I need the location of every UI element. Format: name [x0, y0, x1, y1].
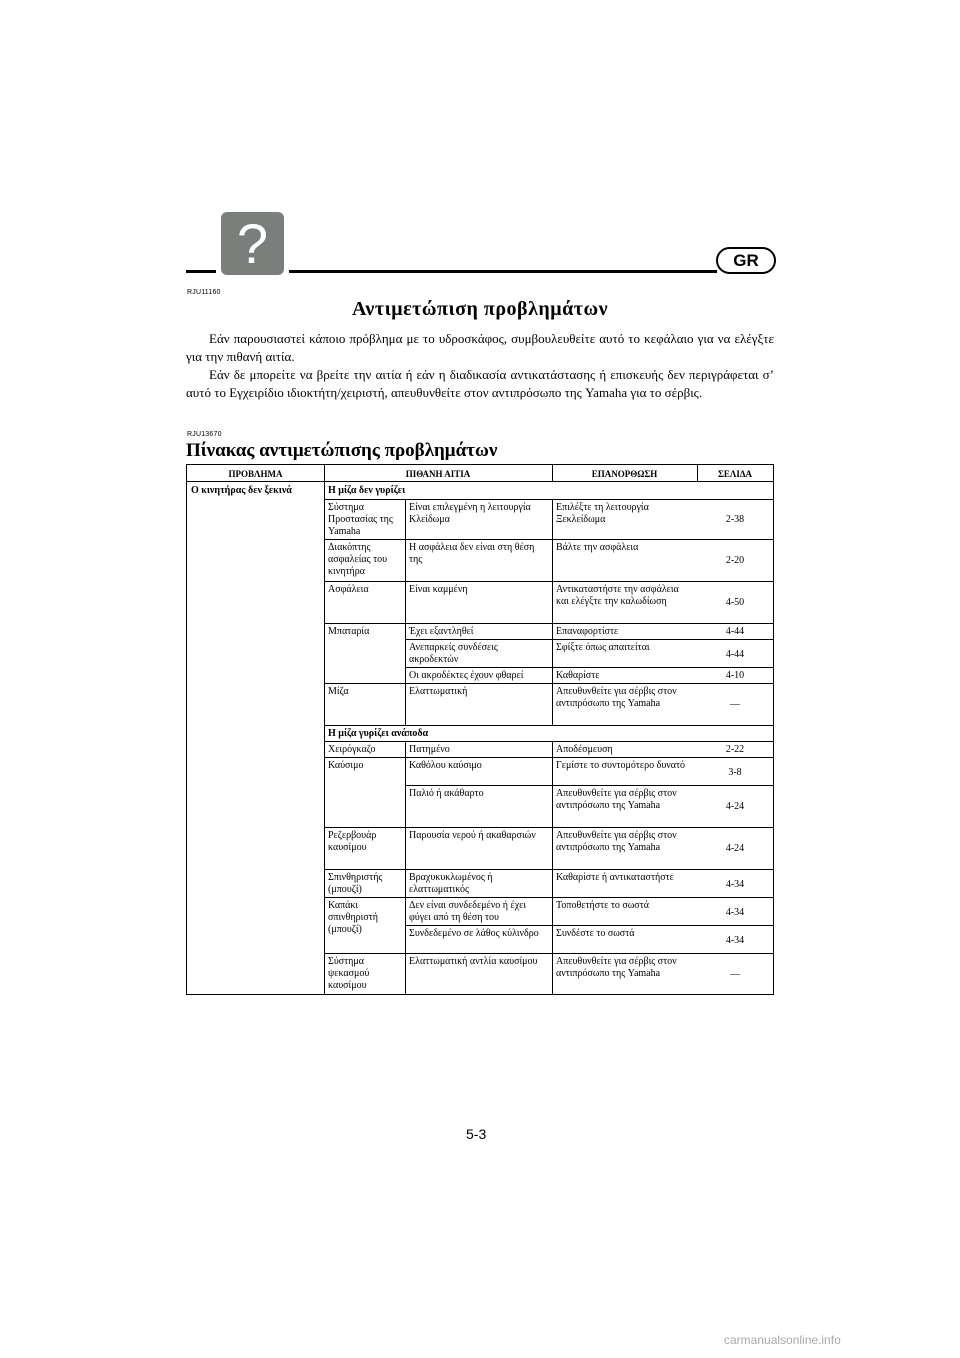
cause: Ελαττωματική αντλία καυσίμου — [409, 956, 538, 967]
component: Ασφάλεια — [328, 584, 369, 595]
remedy: Απευθυνθείτε για σέρβις στον αντιπρόσωπο της Yamaha — [556, 686, 677, 709]
page-ref: — — [730, 969, 740, 980]
language-badge: GR — [716, 247, 776, 274]
cause: Καθόλου καύσιμο — [409, 760, 482, 771]
page-ref: 4-34 — [725, 907, 745, 918]
group-starter-reverse: Η μίζα γυρίζει ανάποδα — [328, 728, 429, 739]
component: Σπινθηριστής (μπουζί) — [328, 872, 383, 895]
component: Χειρόγκαζο — [328, 744, 376, 755]
page-ref: 4-44 — [725, 649, 745, 660]
page-ref: 4-10 — [725, 670, 745, 681]
table-title: Πίνακας αντιμετώπισης προβλημάτων — [186, 440, 498, 461]
question-mark-icon — [221, 212, 284, 275]
section-code: RJU11160 — [187, 289, 221, 296]
component: Μίζα — [328, 686, 349, 697]
watermark: carmanualsonline.info — [724, 1333, 841, 1347]
remedy: Καθαρίστε ή αντικαταστήστε — [556, 872, 674, 883]
remedy: Αποδέσμευση — [556, 744, 613, 755]
cause: Είναι καμμένη — [409, 584, 468, 595]
remedy: Γεμίστε το συντομότερο δυνατό — [556, 760, 686, 771]
header-page: ΣΕΛΙΔΑ — [718, 469, 752, 479]
page-ref: 4-44 — [725, 626, 745, 637]
cause: Βραχυκυκλωμένος ή ελαττωματικός — [409, 872, 493, 895]
question-mark-glyph: ? — [236, 211, 269, 275]
remedy: Βάλτε την ασφάλεια — [556, 542, 639, 553]
component: Διακόπτης ασφαλείας του κινητήρα — [328, 542, 388, 577]
remedy: Σφίξτε όπως απαιτείται — [556, 642, 650, 653]
page-ref: 4-24 — [725, 843, 745, 854]
component: Μπαταρία — [328, 626, 370, 637]
page-ref: 4-50 — [725, 597, 745, 608]
header-cause: ΠΙΘΑΝΗ ΑΙΤΙΑ — [405, 469, 471, 479]
remedy: Αντικαταστήστε την ασφάλεια και ελέγξτε την καλωδίωση — [556, 584, 679, 607]
group-starter-not-turning: Η μίζα δεν γυρίζει — [328, 485, 406, 496]
chapter-title: Αντιμετώπιση προβλημάτων — [351, 298, 609, 320]
page-ref: 2-20 — [725, 555, 745, 566]
cause: Ελαττωματική — [409, 686, 468, 697]
cause: Συνδεδεμένο σε λάθος κύλινδρο — [409, 928, 539, 939]
page-ref: 3-8 — [728, 767, 742, 778]
page-ref: — — [730, 699, 740, 710]
remedy: Επαναφορτίστε — [556, 626, 619, 637]
intro-paragraph-2: Εάν δε μπορείτε να βρείτε την αιτία ή εάν η διαδικασία αντικατάστασης ή επισκευής δεν περιγράφεται σ’ αυτό το Εγχειρίδιο ιδιοκτήτη/χειριστή, απευθυνθείτε στον αντιπρόσωπο της Yamaha για το σέρβις. — [186, 367, 774, 400]
remedy: Συνδέστε το σωστά — [556, 928, 635, 939]
remedy: Απευθυνθείτε για σέρβις στον αντιπρόσωπο της Yamaha — [556, 830, 677, 853]
table-section-code: RJU13670 — [187, 431, 222, 438]
component: Καπάκι σπινθηριστή (μπουζί) — [328, 900, 378, 935]
page-number: 5-3 — [466, 1126, 487, 1142]
component: Σύστημα ψεκασμού καυσίμου — [328, 956, 370, 991]
remedy: Απευθυνθείτε για σέρβις στον αντιπρόσωπο της Yamaha — [556, 788, 677, 811]
header-rule-right — [289, 270, 717, 273]
cause: Έχει εξαντληθεί — [409, 626, 474, 637]
header-remedy: ΕΠΑΝΟΡΘΩΣΗ — [591, 469, 658, 479]
remedy: Απευθυνθείτε για σέρβις στον αντιπρόσωπο της Yamaha — [556, 956, 677, 979]
header-problem: ΠΡΟΒΛΗΜΑ — [228, 469, 283, 479]
cause: Οι ακροδέκτες έχουν φθαρεί — [409, 670, 524, 681]
remedy: Επιλέξτε τη λειτουργία Ξεκλείδωμα — [556, 502, 649, 525]
cause: Η ασφάλεια δεν είναι στη θέση της — [409, 542, 535, 565]
page-ref: 4-34 — [725, 879, 745, 890]
intro-paragraph-1: Εάν παρουσιαστεί κάποιο πρόβλημα με το υδροσκάφος, συμβουλευθείτε αυτό το κεφάλαιο για να ελέγξτε για την πιθανή αιτία. — [186, 331, 774, 364]
component: Καύσιμο — [328, 760, 364, 771]
remedy: Τοποθετήστε το σωστά — [556, 900, 649, 911]
troubleshooting-table — [186, 464, 774, 995]
cause: Είναι επιλεγμένη η λειτουργία Κλείδωμα — [409, 502, 531, 525]
page-ref: 4-34 — [725, 935, 745, 946]
cause: Δεν είναι συνδεδεμένο ή έχει φύγει από τη θέση του — [409, 900, 527, 923]
remedy: Καθαρίστε — [556, 670, 600, 681]
cause: Ανεπαρκείς συνδέσεις ακροδεκτών — [409, 642, 498, 665]
page-ref: 4-24 — [725, 801, 745, 812]
component: Ρεζερβουάρ καυσίμου — [328, 830, 377, 853]
page-ref: 2-38 — [725, 514, 745, 525]
cause: Παρουσία νερού ή ακαθαρσιών — [409, 830, 536, 841]
page-ref: 2-22 — [725, 744, 745, 755]
component: Σύστημα Προστασίας της Yamaha — [328, 502, 393, 537]
cause: Πατημένο — [409, 744, 450, 755]
header-rule-left — [186, 270, 216, 273]
problem-label: Ο κινητήρας δεν ξεκινά — [191, 485, 292, 496]
cause: Παλιό ή ακάθαρτο — [409, 788, 484, 799]
